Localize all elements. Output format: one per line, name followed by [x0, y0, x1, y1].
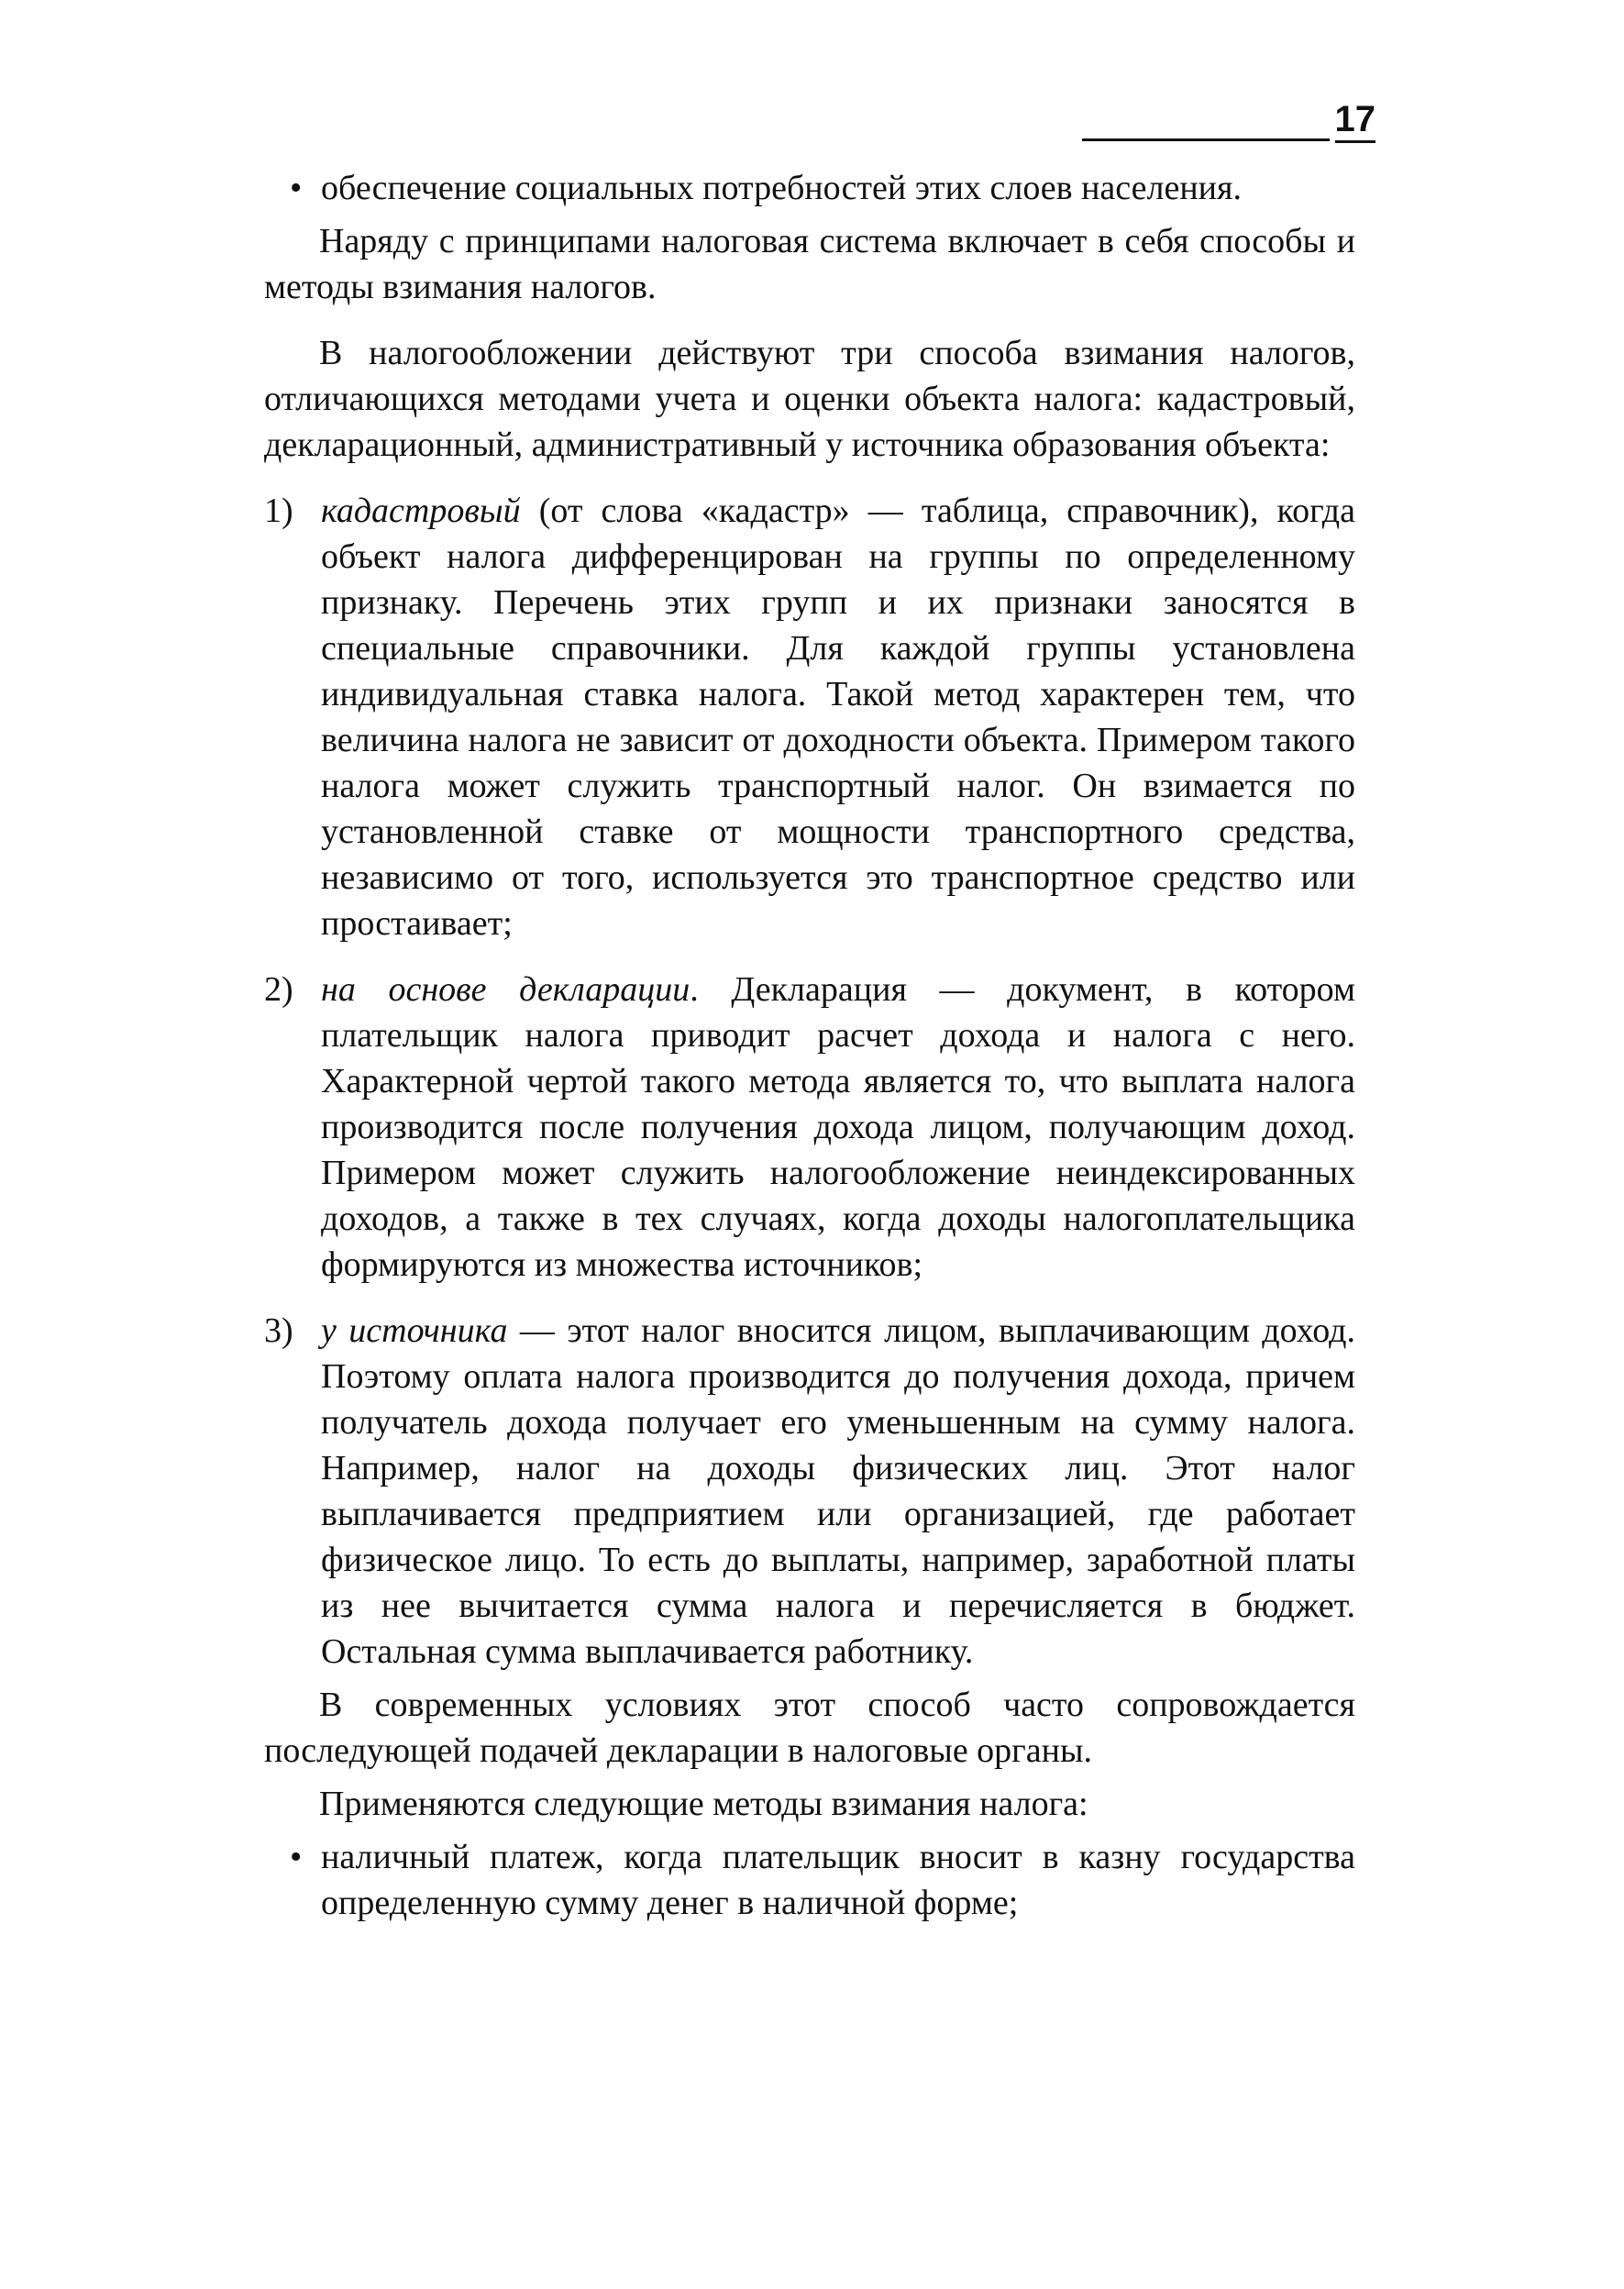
paragraph-modern-conditions: В современных условиях этот способ часто сопровождается последующей подачей декларации в налоговые органы.	[264, 1686, 1355, 1770]
numbered-item-declaration	[264, 967, 1355, 1288]
item-number: 2)	[264, 970, 293, 1009]
item-number: 3)	[264, 1311, 293, 1350]
bullet-mark: •	[290, 1838, 303, 1876]
bullet-text: обеспечение социальных потребностей этих слоев населения.	[321, 169, 1242, 207]
numbered-item-at-source	[264, 1308, 1355, 1675]
item-text: (от слова «кадастр» — таблица, справочник), когда объект налога дифференцирован на группы по определенному признаку. Перечень этих групп и их признаки заносятся в специальные справочники. Для каждой группы установлена индивидуальная ставка налога. Такой метод характерен тем, что величина налога не зависит от доходности объекта. Примером такого налога может служить транспортный налог. Он взимается по установленной ставке от мощности транспортного средства, независимо от того, используется это транспортное средство или простаивает;	[321, 492, 1355, 943]
bullet-text: наличный платеж, когда плательщик вносит в казну государства определенную сумму денег в наличной форме;	[321, 1838, 1355, 1922]
item-text: — этот налог вносится лицом, выплачивающим доход. Поэтому оплата налога производится до получения дохода, причем получатель дохода получает его уменьшенным на сумму налога. Например, налог на доходы физических лиц. Этот налог выплачивается предприятием или организацией, где работает физическое лицо. То есть до выплаты, например, заработной платы из нее вычитается сумма налога и перечисляется в бюджет. Остальная сумма выплачивается работнику.	[321, 1311, 1355, 1671]
bullet-mark: •	[290, 169, 303, 207]
paragraph-collection-methods: Применяются следующие методы взимания налога:	[319, 1785, 1088, 1823]
page-number: 17	[1335, 98, 1376, 143]
item-number: 1)	[264, 492, 293, 530]
bullet-item-social-needs	[264, 165, 1355, 211]
paragraph-three-collection-ways: В налогообложении действуют три способа взимания налогов, отличающихся методами учета и оценки объекта налога: кадастровый, декларационный, административный у источника образования объекта:	[264, 334, 1355, 464]
paragraph-tax-system-methods: Наряду с принципами налоговая система включает в себя способы и методы взимания налогов.	[264, 222, 1355, 306]
page-header	[1082, 99, 1375, 143]
item-term: кадастровый	[321, 492, 521, 530]
bullet-item-cash-payment	[264, 1834, 1355, 1926]
item-term: у источника	[321, 1311, 508, 1350]
header-rule	[1082, 138, 1330, 141]
item-text: . Декларация — документ, в котором плательщик налога приводит расчет дохода и налога с него. Характерной чертой такого метода является то, что выплата налога производится после получения дохода лицом, получающим доход. Примером может служить налогообложение неиндексированных доходов, а также в тех случаях, когда доходы налогоплательщика формируются из множества источников;	[321, 970, 1355, 1284]
numbered-item-cadastral	[264, 488, 1355, 946]
item-term: на основе декларации	[321, 970, 690, 1009]
page-body	[264, 165, 1355, 1926]
